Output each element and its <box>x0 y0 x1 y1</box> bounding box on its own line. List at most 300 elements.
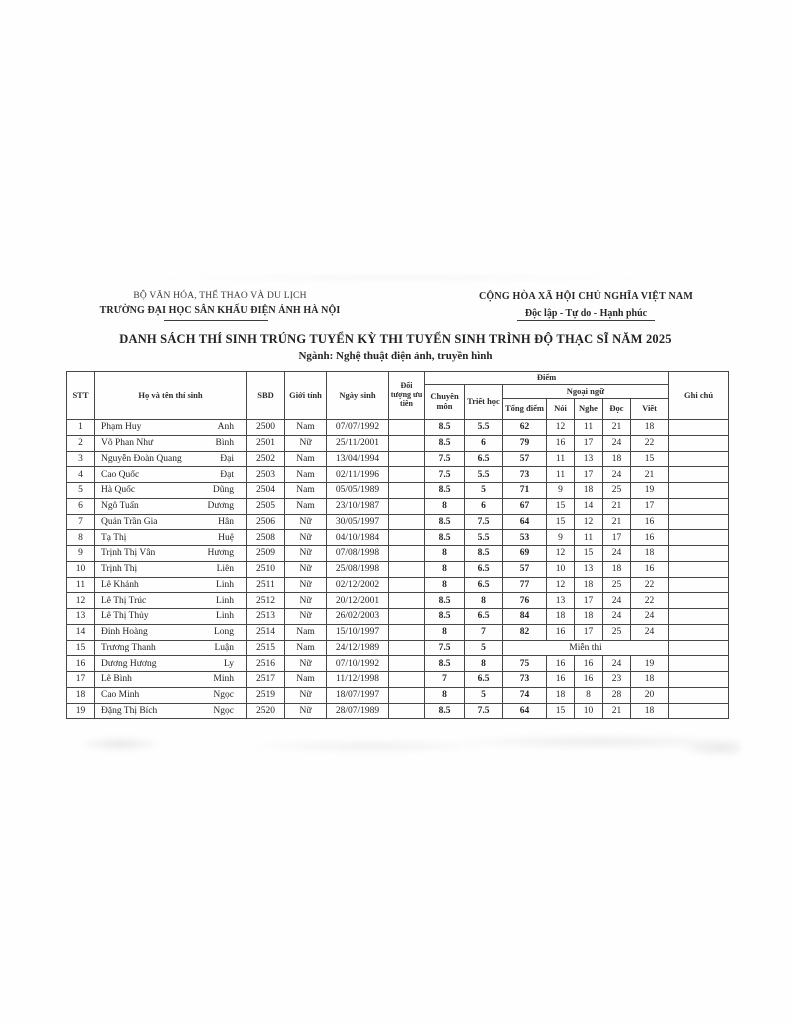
cell-priority <box>389 530 425 546</box>
table-row <box>67 467 729 483</box>
cell-score-major: 7.5 <box>425 640 465 656</box>
cell-sbd: 2517 <box>247 672 285 688</box>
cell-score-reading: 18 <box>603 561 631 577</box>
cell-score-listening: 14 <box>575 498 603 514</box>
table-row <box>67 561 729 577</box>
cell-score-reading: 25 <box>603 624 631 640</box>
table-row <box>67 672 729 688</box>
cell-score-major: 8.5 <box>425 420 465 436</box>
cell-stt: 10 <box>67 561 95 577</box>
cell-score-listening: 18 <box>575 577 603 593</box>
cell-priority <box>389 672 425 688</box>
cell-sbd: 2504 <box>247 483 285 499</box>
cell-sbd: 2506 <box>247 514 285 530</box>
cell-score-writing: 19 <box>631 656 669 672</box>
cell-gender: Nữ <box>285 435 327 451</box>
cell-score-total: 57 <box>503 561 547 577</box>
motto-slogan: Độc lập - Tự do - Hạnh phúc <box>517 308 655 322</box>
cell-score-major: 8.5 <box>425 483 465 499</box>
cell-sbd: 2514 <box>247 624 285 640</box>
cell-gender: Nam <box>285 451 327 467</box>
cell-priority <box>389 451 425 467</box>
cell-score-major: 8 <box>425 577 465 593</box>
cell-score-major: 8.5 <box>425 530 465 546</box>
cell-score-writing: 22 <box>631 577 669 593</box>
cell-dob: 13/04/1994 <box>327 451 389 467</box>
cell-note <box>669 498 729 514</box>
candidate-name <box>96 564 245 574</box>
cell-score-major: 7.5 <box>425 451 465 467</box>
cell-stt: 18 <box>67 687 95 703</box>
cell-score-speaking: 15 <box>547 703 575 719</box>
cell-score-total: 53 <box>503 530 547 546</box>
national-motto-block <box>438 291 734 321</box>
cell-gender: Nữ <box>285 609 327 625</box>
name-family-middle: Cao Minh <box>101 690 140 701</box>
cell-stt: 16 <box>67 656 95 672</box>
issuing-org-block <box>88 291 352 316</box>
cell-score-philosophy: 5.5 <box>465 530 503 546</box>
cell-gender: Nữ <box>285 703 327 719</box>
cell-score-reading: 18 <box>603 451 631 467</box>
name-family-middle: Đặng Thị Bích <box>101 705 158 716</box>
cell-gender: Nữ <box>285 687 327 703</box>
col-header-speaking: Nói <box>547 399 575 420</box>
cell-score-reading: 21 <box>603 420 631 436</box>
candidate-name <box>96 533 245 543</box>
col-header-reading: Đọc <box>603 399 631 420</box>
cell-score-listening: 18 <box>575 483 603 499</box>
cell-score-major: 8.5 <box>425 703 465 719</box>
org-university: TRƯỜNG ĐẠI HỌC SÂN KHẤU ĐIỆN ẢNH HÀ NỘI <box>99 304 341 316</box>
cell-gender: Nữ <box>285 593 327 609</box>
cell-dob: 07/07/1992 <box>327 420 389 436</box>
cell-score-reading: 28 <box>603 687 631 703</box>
cell-gender: Nữ <box>285 546 327 562</box>
cell-dob: 25/08/1998 <box>327 561 389 577</box>
cell-score-total: 76 <box>503 593 547 609</box>
cell-score-philosophy: 6.5 <box>465 561 503 577</box>
cell-score-major: 8 <box>425 624 465 640</box>
cell-priority <box>389 609 425 625</box>
cell-score-philosophy: 6.5 <box>465 672 503 688</box>
name-given: Linh <box>216 595 234 606</box>
cell-name <box>95 703 247 719</box>
cell-score-reading: 24 <box>603 467 631 483</box>
cell-score-major: 7 <box>425 672 465 688</box>
cell-name <box>95 530 247 546</box>
cell-score-speaking: 13 <box>547 593 575 609</box>
scan-smudge-top <box>60 272 740 284</box>
cell-note <box>669 656 729 672</box>
name-given: Luận <box>214 642 234 653</box>
cell-score-major: 7.5 <box>425 467 465 483</box>
cell-name <box>95 640 247 656</box>
cell-sbd: 2512 <box>247 593 285 609</box>
name-given: Ngọc <box>213 705 234 716</box>
cell-score-speaking: 18 <box>547 609 575 625</box>
cell-gender: Nam <box>285 498 327 514</box>
col-header-listening: Nghe <box>575 399 603 420</box>
cell-note <box>669 561 729 577</box>
cell-sbd: 2502 <box>247 451 285 467</box>
cell-sbd: 2508 <box>247 530 285 546</box>
cell-score-listening: 13 <box>575 561 603 577</box>
cell-score-writing: 20 <box>631 687 669 703</box>
cell-note <box>669 435 729 451</box>
cell-dob: 07/08/1998 <box>327 546 389 562</box>
cell-dob: 30/05/1997 <box>327 514 389 530</box>
cell-score-reading: 24 <box>603 435 631 451</box>
name-family-middle: Trịnh Thị <box>101 564 138 575</box>
cell-score-total: 82 <box>503 624 547 640</box>
cell-note <box>669 420 729 436</box>
cell-score-philosophy: 5 <box>465 687 503 703</box>
col-header-note: Ghi chú <box>669 372 729 420</box>
cell-name <box>95 609 247 625</box>
cell-score-philosophy: 8.5 <box>465 546 503 562</box>
org-underline-rule <box>164 320 268 321</box>
cell-priority <box>389 561 425 577</box>
name-family-middle: Võ Phan Như <box>101 438 154 449</box>
name-given: Minh <box>213 674 234 685</box>
name-given: Liên <box>216 564 234 575</box>
table-row <box>67 703 729 719</box>
cell-gender: Nam <box>285 467 327 483</box>
name-family-middle: Hà Quốc <box>101 485 136 496</box>
cell-score-writing: 21 <box>631 467 669 483</box>
name-family-middle: Dương Hương <box>101 658 157 669</box>
cell-score-listening: 8 <box>575 687 603 703</box>
cell-score-philosophy: 6.5 <box>465 577 503 593</box>
cell-score-reading: 21 <box>603 514 631 530</box>
cell-name <box>95 672 247 688</box>
col-header-total: Tổng điểm <box>503 399 547 420</box>
name-given: Ly <box>223 658 234 669</box>
cell-score-speaking: 15 <box>547 498 575 514</box>
name-given: Huệ <box>218 532 234 543</box>
cell-sbd: 2519 <box>247 687 285 703</box>
cell-name <box>95 498 247 514</box>
name-given: Đạt <box>220 469 234 480</box>
cell-stt: 14 <box>67 624 95 640</box>
cell-stt: 9 <box>67 546 95 562</box>
cell-stt: 5 <box>67 483 95 499</box>
cell-score-major: 8 <box>425 687 465 703</box>
cell-gender: Nam <box>285 672 327 688</box>
cell-name <box>95 656 247 672</box>
cell-score-speaking: 16 <box>547 624 575 640</box>
org-ministry: BỘ VĂN HÓA, THỂ THAO VÀ DU LỊCH <box>133 291 307 301</box>
cell-score-speaking: 18 <box>547 687 575 703</box>
cell-sbd: 2510 <box>247 561 285 577</box>
cell-name <box>95 546 247 562</box>
candidate-name <box>96 470 245 480</box>
col-header-dob: Ngày sinh <box>327 372 389 420</box>
cell-score-reading: 24 <box>603 593 631 609</box>
cell-stt: 12 <box>67 593 95 609</box>
cell-score-listening: 18 <box>575 609 603 625</box>
cell-dob: 24/12/1989 <box>327 640 389 656</box>
cell-sbd: 2500 <box>247 420 285 436</box>
cell-dob: 05/05/1989 <box>327 483 389 499</box>
cell-score-listening: 13 <box>575 451 603 467</box>
col-header-philosophy: Triết học <box>465 385 503 420</box>
cell-score-philosophy: 7.5 <box>465 703 503 719</box>
cell-dob: 04/10/1984 <box>327 530 389 546</box>
cell-score-writing: 16 <box>631 530 669 546</box>
cell-gender: Nam <box>285 483 327 499</box>
table-row <box>67 530 729 546</box>
table-row <box>67 593 729 609</box>
cell-score-listening: 11 <box>575 420 603 436</box>
name-family-middle: Lê Thị Thủy <box>101 611 149 622</box>
cell-score-writing: 24 <box>631 624 669 640</box>
cell-note <box>669 483 729 499</box>
cell-score-writing: 22 <box>631 435 669 451</box>
cell-score-major: 8.5 <box>425 609 465 625</box>
cell-priority <box>389 514 425 530</box>
motto-country: CỘNG HÒA XÃ HỘI CHỦ NGHĨA VIỆT NAM <box>479 291 693 302</box>
cell-score-reading: 23 <box>603 672 631 688</box>
table-row <box>67 514 729 530</box>
cell-note <box>669 703 729 719</box>
cell-sbd: 2503 <box>247 467 285 483</box>
cell-score-listening: 17 <box>575 593 603 609</box>
cell-dob: 25/11/2001 <box>327 435 389 451</box>
cell-score-speaking: 16 <box>547 435 575 451</box>
cell-score-philosophy: 6 <box>465 435 503 451</box>
col-group-score: Điểm <box>425 372 669 385</box>
cell-score-speaking: 9 <box>547 530 575 546</box>
cell-score-philosophy: 6.5 <box>465 609 503 625</box>
cell-exempt: Miễn thi <box>503 640 669 656</box>
cell-score-philosophy: 5 <box>465 640 503 656</box>
cell-priority <box>389 640 425 656</box>
cell-score-total: 75 <box>503 656 547 672</box>
cell-priority <box>389 656 425 672</box>
cell-score-philosophy: 8 <box>465 593 503 609</box>
cell-name <box>95 420 247 436</box>
cell-name <box>95 483 247 499</box>
name-given: Ngọc <box>213 690 234 701</box>
name-family-middle: Đinh Hoàng <box>101 627 148 638</box>
candidate-name <box>96 548 245 558</box>
cell-score-speaking: 10 <box>547 561 575 577</box>
cell-stt: 2 <box>67 435 95 451</box>
cell-score-reading: 24 <box>603 609 631 625</box>
cell-score-speaking: 12 <box>547 546 575 562</box>
cell-gender: Nữ <box>285 561 327 577</box>
cell-score-listening: 10 <box>575 703 603 719</box>
cell-score-total: 64 <box>503 514 547 530</box>
cell-score-major: 8 <box>425 546 465 562</box>
name-family-middle: Ngô Tuấn <box>101 501 139 512</box>
cell-score-reading: 25 <box>603 483 631 499</box>
cell-priority <box>389 577 425 593</box>
cell-note <box>669 546 729 562</box>
cell-stt: 15 <box>67 640 95 656</box>
cell-sbd: 2513 <box>247 609 285 625</box>
cell-score-writing: 18 <box>631 546 669 562</box>
candidate-name <box>96 501 245 511</box>
cell-name <box>95 435 247 451</box>
cell-note <box>669 577 729 593</box>
cell-score-total: 73 <box>503 467 547 483</box>
cell-score-total: 64 <box>503 703 547 719</box>
candidate-name <box>96 611 245 621</box>
cell-score-philosophy: 6.5 <box>465 451 503 467</box>
cell-dob: 11/12/1998 <box>327 672 389 688</box>
cell-sbd: 2516 <box>247 656 285 672</box>
cell-score-major: 8 <box>425 498 465 514</box>
cell-priority <box>389 687 425 703</box>
cell-score-listening: 11 <box>575 530 603 546</box>
cell-gender: Nam <box>285 640 327 656</box>
table-row <box>67 577 729 593</box>
cell-dob: 02/11/1996 <box>327 467 389 483</box>
cell-score-total: 71 <box>503 483 547 499</box>
cell-dob: 02/12/2002 <box>327 577 389 593</box>
cell-score-speaking: 16 <box>547 656 575 672</box>
candidate-name <box>96 659 245 669</box>
name-family-middle: Lê Khánh <box>101 579 139 590</box>
cell-gender: Nữ <box>285 656 327 672</box>
cell-score-listening: 16 <box>575 656 603 672</box>
name-family-middle: Phạm Huy <box>101 422 142 433</box>
cell-score-writing: 16 <box>631 514 669 530</box>
cell-name <box>95 467 247 483</box>
name-family-middle: Lê Bình <box>101 674 132 685</box>
cell-note <box>669 640 729 656</box>
table-row <box>67 451 729 467</box>
table-row <box>67 546 729 562</box>
cell-score-total: 62 <box>503 420 547 436</box>
cell-note <box>669 687 729 703</box>
table-row <box>67 656 729 672</box>
cell-dob: 15/10/1997 <box>327 624 389 640</box>
table-row <box>67 609 729 625</box>
scan-smudge-bottom <box>40 728 740 762</box>
cell-priority <box>389 483 425 499</box>
candidate-name <box>96 580 245 590</box>
cell-note <box>669 467 729 483</box>
table-row <box>67 624 729 640</box>
cell-stt: 7 <box>67 514 95 530</box>
candidate-name <box>96 485 245 495</box>
cell-score-total: 67 <box>503 498 547 514</box>
cell-score-listening: 15 <box>575 546 603 562</box>
cell-score-total: 74 <box>503 687 547 703</box>
cell-sbd: 2511 <box>247 577 285 593</box>
name-family-middle: Trương Thanh <box>101 642 156 653</box>
cell-note <box>669 609 729 625</box>
cell-name <box>95 687 247 703</box>
cell-stt: 6 <box>67 498 95 514</box>
admission-results-table <box>66 371 729 719</box>
cell-score-reading: 24 <box>603 546 631 562</box>
name-given: Linh <box>216 611 234 622</box>
cell-dob: 20/12/2001 <box>327 593 389 609</box>
page-subtitle: Ngành: Nghệ thuật điện ảnh, truyền hình <box>298 350 493 362</box>
cell-score-reading: 17 <box>603 530 631 546</box>
cell-score-listening: 17 <box>575 435 603 451</box>
candidate-name <box>96 517 245 527</box>
name-given: Dũng <box>212 485 234 496</box>
cell-note <box>669 624 729 640</box>
cell-score-reading: 25 <box>603 577 631 593</box>
cell-score-philosophy: 8 <box>465 656 503 672</box>
name-given: Linh <box>216 579 234 590</box>
cell-name <box>95 561 247 577</box>
cell-dob: 26/02/2003 <box>327 609 389 625</box>
name-given: Anh <box>217 422 234 433</box>
cell-score-total: 84 <box>503 609 547 625</box>
cell-score-total: 73 <box>503 672 547 688</box>
table-row <box>67 498 729 514</box>
cell-note <box>669 530 729 546</box>
cell-stt: 1 <box>67 420 95 436</box>
cell-score-speaking: 11 <box>547 467 575 483</box>
cell-sbd: 2501 <box>247 435 285 451</box>
cell-score-philosophy: 5 <box>465 483 503 499</box>
cell-score-philosophy: 5.5 <box>465 420 503 436</box>
candidate-name <box>96 596 245 606</box>
table-row <box>67 435 729 451</box>
cell-dob: 18/07/1997 <box>327 687 389 703</box>
cell-score-listening: 12 <box>575 514 603 530</box>
cell-score-total: 69 <box>503 546 547 562</box>
cell-dob: 23/10/1987 <box>327 498 389 514</box>
page-title: DANH SÁCH THÍ SINH TRÚNG TUYỂN KỲ THI TUYỂN SINH TRÌNH ĐỘ THẠC SĨ NĂM 2025 <box>119 332 672 346</box>
cell-gender: Nữ <box>285 514 327 530</box>
cell-priority <box>389 624 425 640</box>
col-header-stt: STT <box>67 372 95 420</box>
cell-sbd: 2515 <box>247 640 285 656</box>
cell-name <box>95 624 247 640</box>
table-row <box>67 420 729 436</box>
name-family-middle: Lê Thị Trúc <box>101 595 147 606</box>
cell-score-writing: 18 <box>631 420 669 436</box>
cell-sbd: 2509 <box>247 546 285 562</box>
cell-score-speaking: 11 <box>547 451 575 467</box>
cell-priority <box>389 467 425 483</box>
cell-score-major: 8 <box>425 561 465 577</box>
cell-score-speaking: 9 <box>547 483 575 499</box>
cell-dob: 07/10/1992 <box>327 656 389 672</box>
cell-gender: Nữ <box>285 577 327 593</box>
name-family-middle: Quản Trần Gia <box>101 516 158 527</box>
col-header-name: Họ và tên thí sinh <box>95 372 247 420</box>
cell-score-total: 57 <box>503 451 547 467</box>
cell-gender: Nam <box>285 624 327 640</box>
cell-gender: Nữ <box>285 530 327 546</box>
cell-score-total: 77 <box>503 577 547 593</box>
candidate-name <box>96 643 245 653</box>
col-header-gender: Giới tính <box>285 372 327 420</box>
cell-score-major: 8.5 <box>425 514 465 530</box>
name-given: Hương <box>207 548 234 559</box>
cell-score-writing: 18 <box>631 703 669 719</box>
cell-score-listening: 16 <box>575 672 603 688</box>
cell-dob: 28/07/1989 <box>327 703 389 719</box>
cell-stt: 17 <box>67 672 95 688</box>
cell-score-reading: 21 <box>603 703 631 719</box>
cell-score-philosophy: 5.5 <box>465 467 503 483</box>
cell-priority <box>389 420 425 436</box>
candidate-name <box>96 627 245 637</box>
cell-note <box>669 672 729 688</box>
